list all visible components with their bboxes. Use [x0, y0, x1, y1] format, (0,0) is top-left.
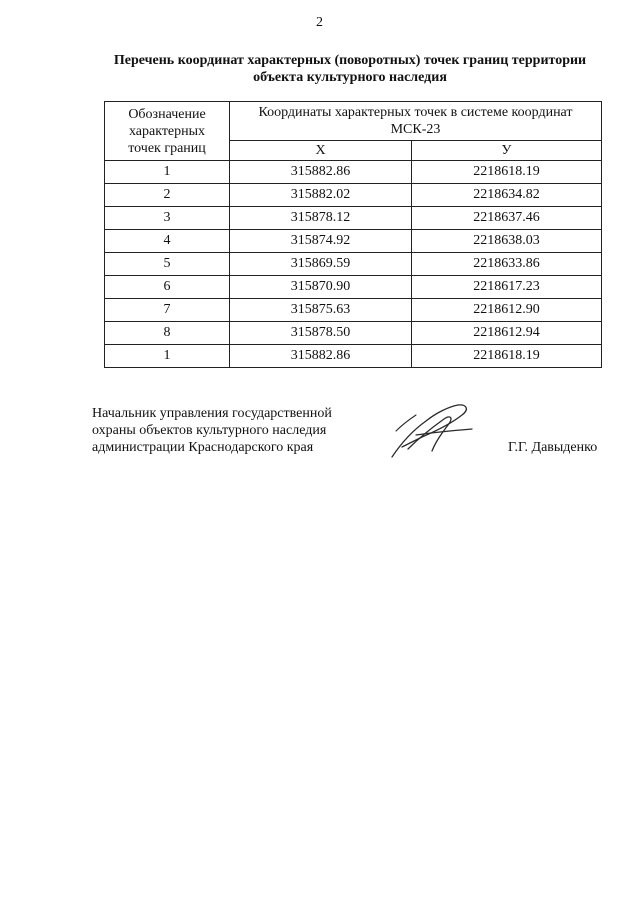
handwritten-signature [386, 401, 478, 461]
x-column-header: X [230, 141, 412, 161]
position-line: охраны объектов культурного наследия [92, 423, 327, 438]
y-coordinate-cell: 2218634.82 [412, 184, 602, 207]
x-coordinate-cell: 315869.59 [230, 253, 412, 276]
point-cell: 5 [105, 253, 230, 276]
document-title [60, 52, 639, 86]
y-coordinate-cell: 2218638.03 [412, 230, 602, 253]
coordinates-table [104, 101, 602, 368]
point-cell: 1 [105, 161, 230, 184]
table-row [105, 161, 602, 184]
table-body [105, 161, 602, 368]
table-row [105, 253, 602, 276]
document-title-line: Перечень координат характерных (поворотных) точек границ территории [113, 53, 587, 68]
point-cell: 3 [105, 207, 230, 230]
header-text-line: МСК-23 [390, 122, 441, 137]
y-coordinate-cell: 2218612.90 [412, 299, 602, 322]
x-coordinate-cell: 315882.86 [230, 345, 412, 368]
coordinates-group-header [230, 102, 602, 141]
table-row [105, 345, 602, 368]
x-coordinate-cell: 315878.50 [230, 322, 412, 345]
x-coordinate-cell: 315878.12 [230, 207, 412, 230]
position-line: администрации Краснодарского края [92, 440, 314, 455]
document-title-line: объекта культурного наследия [253, 70, 447, 85]
y-coordinate-cell: 2218612.94 [412, 322, 602, 345]
signatory-position [92, 405, 332, 456]
point-cell: 7 [105, 299, 230, 322]
y-column-header: У [412, 141, 602, 161]
header-text-line: Координаты характерных точек в системе координат [258, 105, 573, 120]
y-coordinate-cell: 2218617.23 [412, 276, 602, 299]
point-cell: 1 [105, 345, 230, 368]
y-coordinate-cell: 2218618.19 [412, 161, 602, 184]
y-coordinate-cell: 2218637.46 [412, 207, 602, 230]
table-row [105, 184, 602, 207]
header-text-line: Обозначение [128, 106, 206, 122]
point-cell: 8 [105, 322, 230, 345]
x-coordinate-cell: 315874.92 [230, 230, 412, 253]
table-row [105, 230, 602, 253]
x-coordinate-cell: 315870.90 [230, 276, 412, 299]
table-row [105, 207, 602, 230]
y-coordinate-cell: 2218618.19 [412, 345, 602, 368]
x-coordinate-cell: 315875.63 [230, 299, 412, 322]
point-cell: 4 [105, 230, 230, 253]
point-cell: 2 [105, 184, 230, 207]
point-cell: 6 [105, 276, 230, 299]
table-row [105, 322, 602, 345]
table-row [105, 276, 602, 299]
point-designation-header [105, 102, 230, 161]
y-coordinate-cell: 2218633.86 [412, 253, 602, 276]
position-line: Начальник управления государственной [92, 406, 332, 421]
x-coordinate-cell: 315882.86 [230, 161, 412, 184]
page-number: 2 [316, 15, 323, 30]
table-row [105, 299, 602, 322]
signatory-name: Г.Г. Давыденко [508, 440, 598, 455]
header-text-line: точек границ [128, 140, 206, 156]
x-coordinate-cell: 315882.02 [230, 184, 412, 207]
header-text-line: характерных [128, 123, 206, 139]
